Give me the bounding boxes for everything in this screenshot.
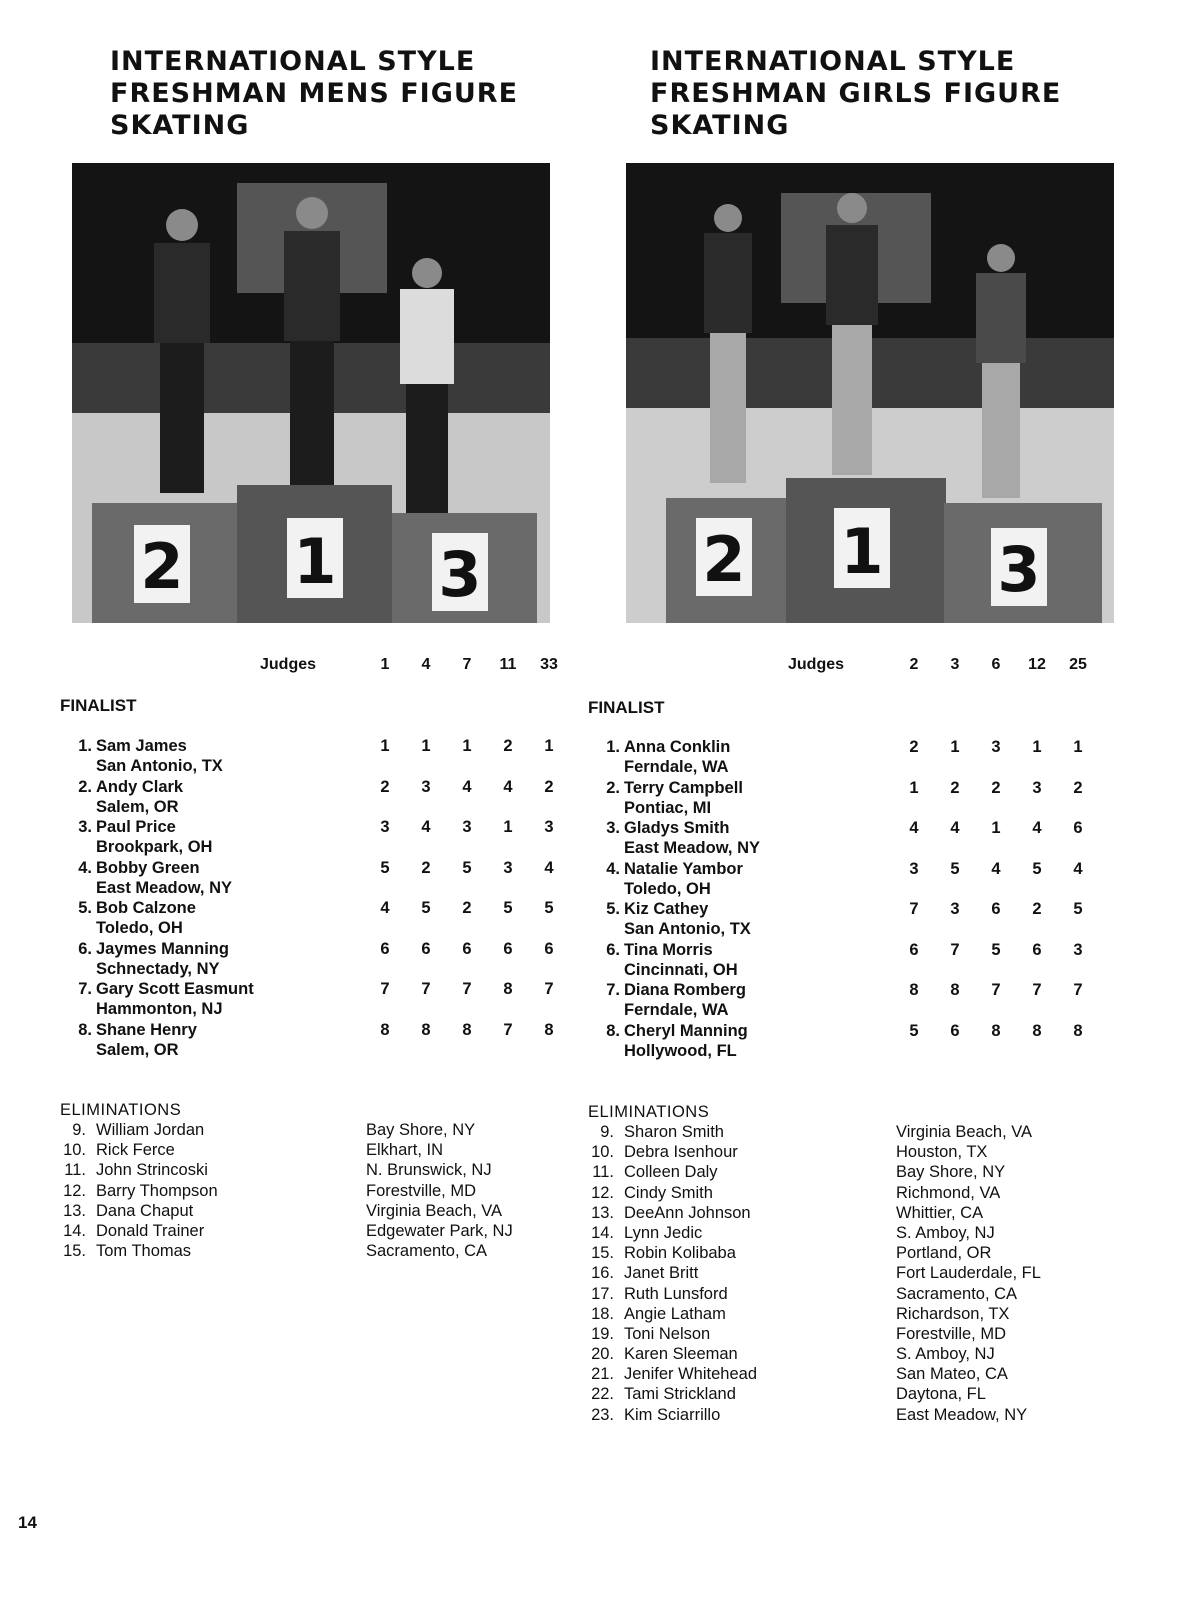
judge-score: 6 xyxy=(380,939,390,958)
elimination-city: Bay Shore, NY xyxy=(366,1121,476,1139)
finalist-rank: 4. xyxy=(78,858,92,877)
elimination-city: Whittier, CA xyxy=(896,1203,984,1222)
skater-third-figure xyxy=(400,258,454,514)
judge-score: 6 xyxy=(462,939,472,958)
elimination-name: Angie Latham xyxy=(624,1304,726,1323)
finalist-rank: 8. xyxy=(606,1021,620,1040)
judge-number: 2 xyxy=(909,656,919,673)
finalist-rank: 8. xyxy=(78,1020,92,1039)
elimination-rank: 23. xyxy=(591,1405,614,1424)
podium-number-first: 1 xyxy=(840,515,884,588)
judge-score: 1 xyxy=(421,737,431,755)
judge-number: 7 xyxy=(462,656,472,673)
elimination-name: Robin Kolibaba xyxy=(624,1244,736,1263)
judge-score: 3 xyxy=(380,818,390,836)
judge-score: 3 xyxy=(503,858,513,877)
judge-score: 7 xyxy=(1073,981,1083,999)
elimination-city: Bay Shore, NY xyxy=(896,1163,1006,1182)
elimination-row xyxy=(60,1161,560,1181)
judges-label: Judges xyxy=(788,656,845,673)
elimination-rank: 14. xyxy=(591,1223,614,1242)
judge-score: 5 xyxy=(421,899,431,917)
elimination-name: William Jordan xyxy=(96,1121,205,1139)
finalist-name: Tina Morris xyxy=(624,940,713,959)
finalist-row xyxy=(60,1020,554,1062)
mens-finalists-list xyxy=(60,737,554,1061)
elimination-name: Rick Ferce xyxy=(96,1141,175,1160)
finalist-row xyxy=(588,778,1083,820)
mens-eliminations-label: ELIMINATIONS xyxy=(60,1101,182,1119)
finalist-name: Kiz Cathey xyxy=(624,900,709,918)
judge-score: 4 xyxy=(1073,859,1083,878)
judge-score: 4 xyxy=(950,819,960,837)
elimination-city: Portland, OR xyxy=(896,1244,992,1263)
girls-finalists-list xyxy=(588,738,1083,1062)
elimination-name: Jenifer Whitehead xyxy=(624,1365,757,1384)
elimination-city: Houston, TX xyxy=(896,1143,988,1162)
elimination-rank: 12. xyxy=(63,1181,86,1200)
judge-score: 1 xyxy=(544,737,554,755)
elimination-row xyxy=(588,1123,1088,1143)
finalist-name: Sam James xyxy=(96,737,187,755)
judge-score: 5 xyxy=(1073,900,1083,918)
judge-score: 8 xyxy=(380,1020,390,1039)
judge-score: 3 xyxy=(991,738,1001,756)
judge-number: 1 xyxy=(380,656,390,673)
finalist-row xyxy=(60,939,554,981)
judge-score: 5 xyxy=(1032,859,1042,878)
judge-score: 1 xyxy=(950,738,960,756)
finalist-name: Diana Romberg xyxy=(624,981,746,999)
finalist-name: Gladys Smith xyxy=(624,819,730,837)
judge-score: 2 xyxy=(1032,900,1042,918)
judge-score: 4 xyxy=(380,899,390,917)
judge-score: 3 xyxy=(1073,940,1083,959)
finalist-city: Brookpark, OH xyxy=(96,838,213,856)
judge-score: 8 xyxy=(950,981,960,999)
elimination-rank: 15. xyxy=(63,1242,86,1261)
finalist-name: Andy Clark xyxy=(96,777,184,796)
finalist-city: Hammonton, NJ xyxy=(96,1000,223,1018)
judge-number: 11 xyxy=(499,656,517,673)
elimination-name: Toni Nelson xyxy=(624,1324,711,1343)
finalist-city: East Meadow, NY xyxy=(96,878,233,897)
skater-third-figure xyxy=(976,244,1026,498)
elimination-rank: 20. xyxy=(591,1345,614,1364)
judge-score: 8 xyxy=(421,1020,431,1039)
elimination-rank: 13. xyxy=(591,1203,614,1222)
judge-score: 8 xyxy=(1073,1021,1083,1040)
finalist-city: San Antonio, TX xyxy=(96,757,223,775)
judge-score: 2 xyxy=(462,899,472,917)
finalist-rank: 2. xyxy=(606,778,620,797)
judge-score: 5 xyxy=(503,899,513,917)
elimination-rank: 9. xyxy=(600,1123,614,1141)
judge-score: 4 xyxy=(909,819,919,837)
elimination-city: Virginia Beach, VA xyxy=(896,1123,1033,1141)
elimination-name: Colleen Daly xyxy=(624,1163,718,1182)
elimination-city: Daytona, FL xyxy=(896,1385,986,1404)
elimination-name: Karen Sleeman xyxy=(624,1345,738,1364)
finalist-rank: 4. xyxy=(606,859,620,878)
girls-title: INTERNATIONAL STYLE FRESHMAN GIRLS FIGURE SKATING xyxy=(650,46,1062,141)
finalist-rank: 7. xyxy=(78,980,92,998)
judge-score: 8 xyxy=(909,981,919,999)
elimination-rank: 18. xyxy=(591,1304,614,1323)
elimination-city: Edgewater Park, NJ xyxy=(366,1221,513,1240)
podium-number-first: 1 xyxy=(293,525,337,598)
elimination-name: Donald Trainer xyxy=(96,1221,205,1240)
judge-score: 8 xyxy=(544,1020,554,1039)
podium-number-third: 3 xyxy=(997,533,1041,606)
judge-score: 6 xyxy=(991,900,1001,918)
elimination-row xyxy=(60,1242,560,1262)
judge-score: 1 xyxy=(1032,738,1042,756)
judge-score: 2 xyxy=(544,777,554,796)
elimination-row xyxy=(588,1204,1088,1224)
finalist-name: Terry Campbell xyxy=(624,778,743,797)
judge-score: 2 xyxy=(909,738,919,756)
finalist-name: Natalie Yambor xyxy=(624,859,743,878)
elimination-row xyxy=(588,1184,1088,1204)
judge-score: 7 xyxy=(544,980,554,998)
finalist-row xyxy=(588,738,1083,779)
judge-score: 7 xyxy=(503,1020,513,1039)
elimination-name: Lynn Jedic xyxy=(624,1223,703,1242)
judge-score: 1 xyxy=(1073,738,1083,756)
judge-score: 7 xyxy=(421,980,431,998)
elimination-rank: 11. xyxy=(64,1161,86,1180)
judge-score: 5 xyxy=(462,858,472,877)
judge-score: 1 xyxy=(991,819,1001,837)
finalist-city: Ferndale, WA xyxy=(624,1001,729,1019)
judge-score: 6 xyxy=(503,939,513,958)
judges-label: Judges xyxy=(260,656,317,673)
finalist-name: Shane Henry xyxy=(96,1020,197,1039)
elimination-rank: 10. xyxy=(591,1143,614,1162)
finalist-rank: 6. xyxy=(606,940,620,959)
elimination-name: Barry Thompson xyxy=(96,1181,218,1200)
elimination-row xyxy=(588,1305,1088,1325)
judge-score: 8 xyxy=(991,1021,1001,1040)
judge-score: 8 xyxy=(503,980,513,998)
elimination-rank: 11. xyxy=(592,1163,614,1182)
elimination-rank: 16. xyxy=(591,1264,614,1283)
finalist-name: Jaymes Manning xyxy=(96,939,229,958)
elimination-row xyxy=(60,1141,560,1161)
finalist-row xyxy=(60,980,554,1021)
judge-score: 5 xyxy=(909,1021,919,1040)
elimination-name: DeeAnn Johnson xyxy=(624,1203,751,1222)
elimination-row xyxy=(588,1224,1088,1244)
judge-score: 7 xyxy=(909,900,919,918)
judge-score: 4 xyxy=(544,858,554,877)
judge-score: 7 xyxy=(462,980,472,998)
judge-score: 3 xyxy=(421,777,431,796)
elimination-rank: 19. xyxy=(591,1324,614,1343)
finalist-name: Bob Calzone xyxy=(96,899,196,917)
judge-score: 3 xyxy=(462,818,472,836)
elimination-rank: 14. xyxy=(63,1221,86,1240)
judge-score: 4 xyxy=(462,777,472,796)
judge-score: 4 xyxy=(421,818,431,836)
elimination-city: Fort Lauderdale, FL xyxy=(896,1264,1041,1283)
judge-score: 2 xyxy=(991,778,1001,797)
finalist-rank: 7. xyxy=(606,981,620,999)
finalist-row xyxy=(60,777,554,819)
finalist-row xyxy=(588,1021,1083,1063)
judge-score: 6 xyxy=(1032,940,1042,959)
judge-score: 2 xyxy=(380,777,390,796)
finalist-city: Schnectady, NY xyxy=(96,959,220,978)
elimination-row xyxy=(588,1345,1088,1365)
elimination-rank: 10. xyxy=(63,1141,86,1160)
elimination-city: N. Brunswick, NJ xyxy=(366,1161,492,1180)
finalist-row xyxy=(588,859,1083,901)
judge-number: 3 xyxy=(950,656,960,673)
judge-score: 1 xyxy=(909,778,919,797)
elimination-row xyxy=(60,1121,560,1141)
finalist-name: Gary Scott Easmunt xyxy=(96,980,254,998)
podium-number-second: 2 xyxy=(140,530,184,603)
judge-score: 3 xyxy=(1032,778,1042,797)
judge-score: 6 xyxy=(950,1021,960,1040)
finalist-rank: 3. xyxy=(606,819,620,837)
mens-title: INTERNATIONAL STYLE FRESHMAN MENS FIGURE SKATING xyxy=(110,46,519,141)
finalist-name: Cheryl Manning xyxy=(624,1021,748,1040)
judge-score: 7 xyxy=(950,940,960,959)
elimination-rank: 9. xyxy=(72,1121,86,1139)
elimination-city: Richmond, VA xyxy=(896,1183,1001,1202)
mens-podium-photo xyxy=(72,163,550,623)
finalist-city: Hollywood, FL xyxy=(624,1041,737,1060)
finalist-city: Salem, OR xyxy=(96,1040,179,1059)
judge-score: 2 xyxy=(1073,778,1083,797)
elimination-row xyxy=(588,1264,1088,1284)
judge-score: 7 xyxy=(380,980,390,998)
finalist-rank: 1. xyxy=(78,737,92,755)
finalist-city: Toledo, OH xyxy=(624,879,711,898)
finalist-rank: 5. xyxy=(606,900,620,918)
elimination-name: Debra Isenhour xyxy=(624,1143,738,1162)
elimination-name: Dana Chaput xyxy=(96,1201,194,1220)
judge-score: 2 xyxy=(503,737,513,755)
finalist-row xyxy=(60,737,554,778)
elimination-row xyxy=(588,1385,1088,1405)
judge-score: 6 xyxy=(909,940,919,959)
judge-score: 1 xyxy=(462,737,472,755)
finalist-city: Cincinnati, OH xyxy=(624,960,738,979)
elimination-city: Richardson, TX xyxy=(896,1304,1010,1323)
judge-score: 6 xyxy=(421,939,431,958)
elimination-row xyxy=(588,1163,1088,1183)
girls-judges-header xyxy=(588,656,1087,678)
elimination-name: Tom Thomas xyxy=(96,1242,192,1261)
skater-second-figure xyxy=(704,204,752,483)
judge-score: 3 xyxy=(950,900,960,918)
mens-eliminations-list xyxy=(60,1121,560,1262)
judge-score: 1 xyxy=(380,737,390,755)
finalist-row xyxy=(60,858,554,900)
elimination-name: Sharon Smith xyxy=(624,1123,724,1141)
mens-judges-header xyxy=(60,656,558,678)
elimination-name: Cindy Smith xyxy=(624,1183,713,1202)
elimination-row xyxy=(60,1222,560,1242)
finalist-row xyxy=(588,981,1083,1022)
judge-number: 4 xyxy=(421,656,431,673)
judge-score: 2 xyxy=(950,778,960,797)
finalist-row xyxy=(588,900,1083,941)
judge-score: 5 xyxy=(950,859,960,878)
finalist-city: Ferndale, WA xyxy=(624,758,729,776)
girls-eliminations-label: ELIMINATIONS xyxy=(588,1103,710,1121)
finalist-row xyxy=(588,819,1083,860)
mens-finalist-label: FINALIST xyxy=(60,696,137,715)
skater-second-figure xyxy=(154,209,210,493)
finalist-city: Salem, OR xyxy=(96,797,179,816)
judge-score: 4 xyxy=(1032,819,1042,837)
finalist-city: San Antonio, TX xyxy=(624,920,751,938)
elimination-name: John Strincoski xyxy=(96,1161,208,1180)
elimination-city: Virginia Beach, VA xyxy=(366,1201,503,1220)
elimination-rank: 17. xyxy=(591,1284,614,1303)
elimination-row xyxy=(588,1406,1088,1426)
finalist-rank: 1. xyxy=(606,738,620,756)
finalist-name: Anna Conklin xyxy=(624,738,731,756)
judge-score: 3 xyxy=(544,818,554,836)
judge-score: 7 xyxy=(1032,981,1042,999)
judge-score: 6 xyxy=(1073,819,1083,837)
podium-number-third: 3 xyxy=(438,538,482,611)
finalist-city: Toledo, OH xyxy=(96,919,183,937)
elimination-rank: 12. xyxy=(591,1183,614,1202)
podium-number-second: 2 xyxy=(702,523,746,596)
elimination-row xyxy=(60,1182,560,1202)
elimination-city: East Meadow, NY xyxy=(896,1405,1028,1424)
girls-podium-photo xyxy=(626,163,1114,623)
judge-score: 4 xyxy=(991,859,1001,878)
finalist-name: Bobby Green xyxy=(96,858,200,877)
skater-first-figure xyxy=(284,197,340,486)
finalist-row xyxy=(60,899,554,940)
elimination-row xyxy=(60,1202,560,1222)
mens-podium-illustration xyxy=(72,163,550,623)
elimination-row xyxy=(588,1143,1088,1163)
finalist-row xyxy=(588,940,1083,982)
elimination-row xyxy=(588,1325,1088,1345)
judge-score: 3 xyxy=(909,859,919,878)
elimination-row xyxy=(588,1285,1088,1305)
elimination-city: Forestville, MD xyxy=(366,1181,477,1200)
elimination-rank: 21. xyxy=(591,1365,614,1384)
judge-score: 2 xyxy=(421,858,431,877)
skater-first-figure xyxy=(826,193,878,475)
finalist-name: Paul Price xyxy=(96,818,176,836)
girls-finalist-label: FINALIST xyxy=(588,698,665,717)
judge-score: 8 xyxy=(1032,1021,1042,1040)
finalist-row xyxy=(60,818,554,859)
elimination-name: Ruth Lunsford xyxy=(624,1284,728,1303)
finalist-city: Pontiac, MI xyxy=(624,798,712,817)
judge-score: 7 xyxy=(991,981,1001,999)
judge-number: 6 xyxy=(991,656,1001,673)
elimination-city: San Mateo, CA xyxy=(896,1365,1008,1384)
elimination-city: S. Amboy, NJ xyxy=(896,1223,995,1242)
elimination-name: Kim Sciarrillo xyxy=(624,1405,721,1424)
elimination-city: Forestville, MD xyxy=(896,1324,1007,1343)
judge-number: 25 xyxy=(1069,656,1087,673)
finalist-rank: 6. xyxy=(78,939,92,958)
girls-eliminations-list xyxy=(588,1123,1088,1426)
judge-score: 4 xyxy=(503,777,513,796)
finalist-city: East Meadow, NY xyxy=(624,839,761,857)
elimination-city: S. Amboy, NJ xyxy=(896,1345,995,1364)
elimination-name: Tami Strickland xyxy=(624,1385,736,1404)
finalist-rank: 2. xyxy=(78,777,92,796)
finalist-rank: 5. xyxy=(78,899,92,917)
judge-number: 12 xyxy=(1028,656,1046,673)
judge-score: 8 xyxy=(462,1020,472,1039)
finalist-rank: 3. xyxy=(78,818,92,836)
elimination-city: Sacramento, CA xyxy=(366,1242,488,1261)
page-number: 14 xyxy=(18,1513,37,1532)
judge-score: 5 xyxy=(380,858,390,877)
judge-score: 5 xyxy=(991,940,1001,959)
girls-podium-illustration xyxy=(626,163,1114,623)
elimination-city: Elkhart, IN xyxy=(366,1141,444,1160)
elimination-rank: 15. xyxy=(591,1244,614,1263)
elimination-name: Janet Britt xyxy=(624,1264,699,1283)
judge-score: 1 xyxy=(503,818,513,836)
elimination-row xyxy=(588,1244,1088,1264)
elimination-rank: 13. xyxy=(63,1201,86,1220)
elimination-rank: 22. xyxy=(591,1385,614,1404)
judge-score: 5 xyxy=(544,899,554,917)
judge-score: 6 xyxy=(544,939,554,958)
elimination-city: Sacramento, CA xyxy=(896,1284,1018,1303)
elimination-row xyxy=(588,1365,1088,1385)
judge-number: 33 xyxy=(540,656,558,673)
